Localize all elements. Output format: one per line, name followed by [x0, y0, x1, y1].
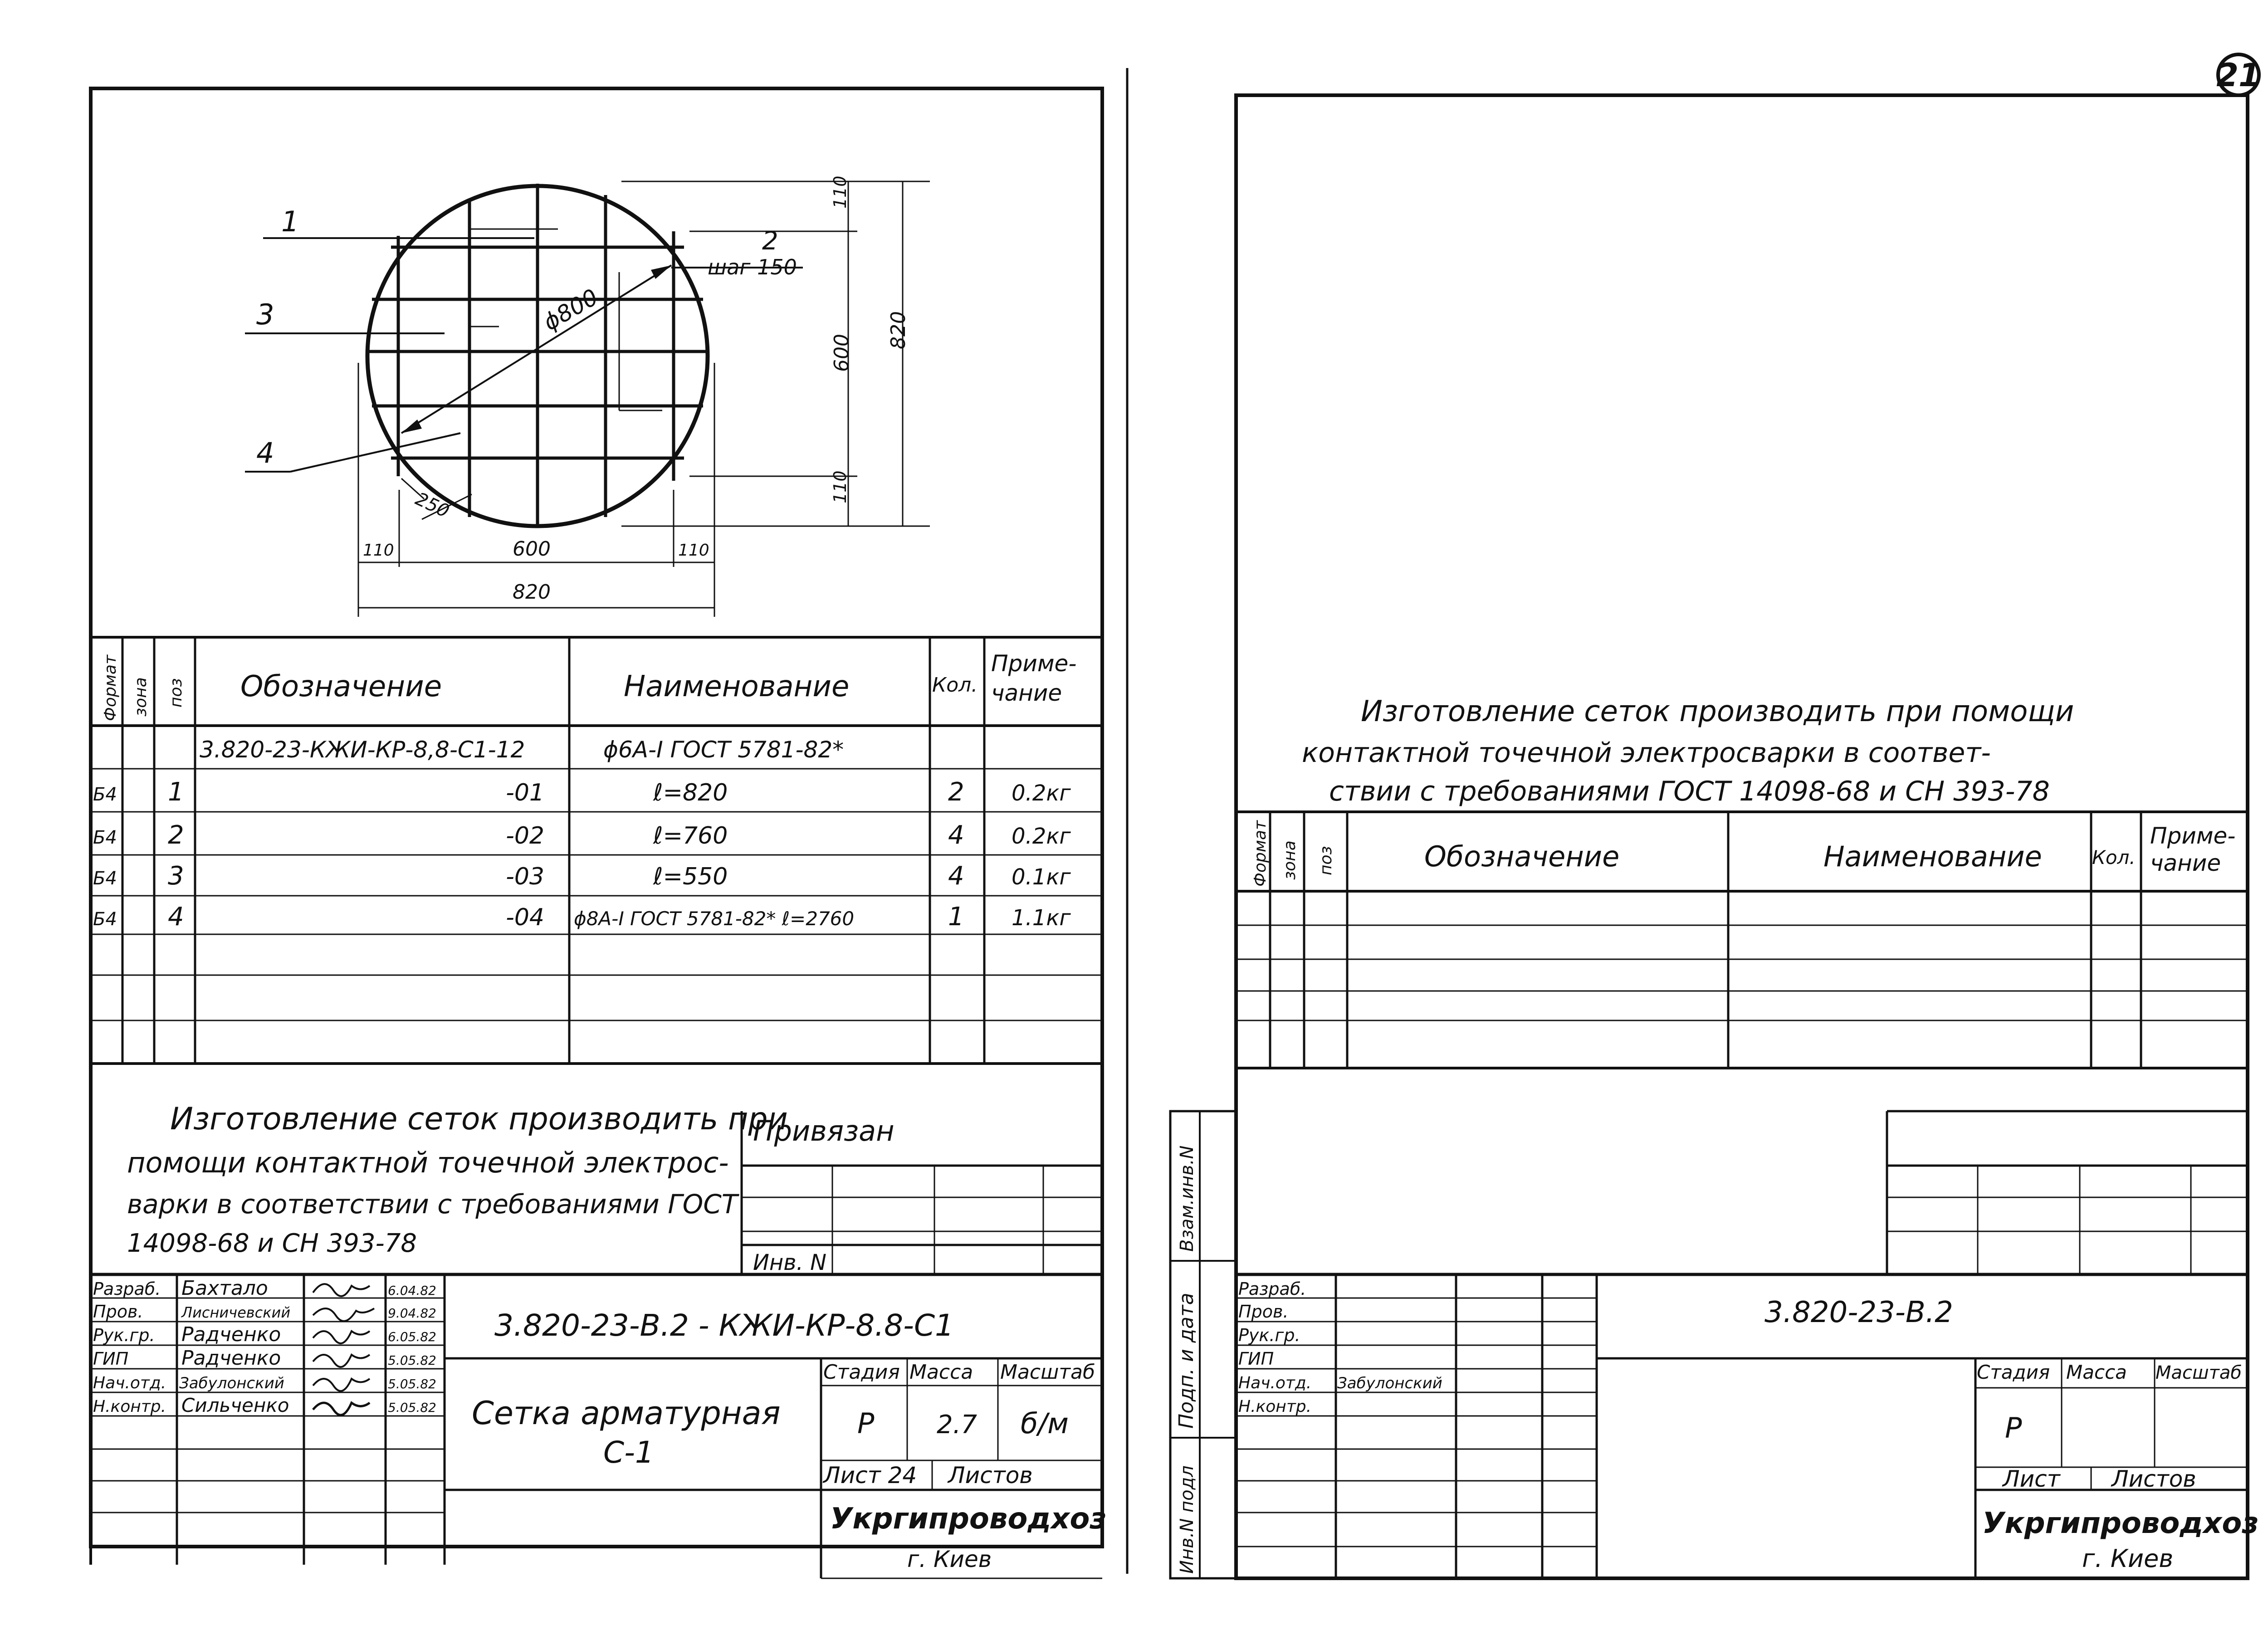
mass-value: 2.7	[937, 1410, 978, 1440]
diameter-label: ϕ800	[539, 283, 603, 336]
spec-row-3-qty: 4	[948, 861, 964, 891]
signature-mark	[313, 1355, 370, 1367]
spec-row-2-name: ℓ=760	[653, 822, 728, 849]
sheet-label: Лист 24	[823, 1462, 917, 1489]
spec-row-2-format: Б4	[93, 827, 117, 848]
spec-row-3-name: ℓ=550	[653, 863, 728, 890]
page-number	[2216, 54, 2260, 95]
col-note-header-1: Приме-	[991, 650, 1077, 677]
spec-row-4-name: ϕ8А-I ГОСТ 5781-82* ℓ=2760	[574, 908, 855, 930]
stage-value: Р	[857, 1407, 875, 1440]
spec-row-4-pos: 4	[168, 902, 184, 932]
right-approval-grid	[1887, 1111, 2248, 1274]
right-scale-label: Масштаб	[2156, 1362, 2242, 1383]
left-spec-table	[91, 637, 1102, 1064]
right-role-2: Рук.гр.	[1238, 1325, 1300, 1345]
spec-row-1-qty: 2	[948, 777, 964, 807]
spec-row-2-pos: 2	[168, 820, 184, 850]
col-format-header: Формат	[101, 654, 120, 721]
spec-row-3-designation: -03	[506, 863, 544, 890]
sig-name-1: Лисничевский	[181, 1304, 291, 1321]
mass-label: Масса	[909, 1361, 973, 1384]
spec-row-4-note: 1.1кг	[1012, 905, 1071, 931]
side-stamp-replace-inv: Взам.инв.N	[1177, 1145, 1198, 1252]
right-role-4: Нач.отд.	[1238, 1374, 1312, 1392]
right-title-block	[1236, 1274, 2258, 1578]
drawing-code: 3.820-23-В.2 - КЖИ-КР-8.8-С1	[494, 1308, 954, 1343]
sig-name-0: Бахтало	[181, 1277, 268, 1300]
mesh-drawing	[245, 176, 930, 617]
spec-row-1-name: ℓ=820	[653, 779, 728, 806]
sig-role-4: Нач.отд.	[93, 1374, 166, 1392]
dim-110-bottom: 110	[830, 470, 850, 503]
sig-name-2: Радченко	[181, 1323, 281, 1346]
dim-600-vertical: 600	[830, 334, 853, 372]
spec-row-4-format: Б4	[93, 909, 117, 930]
spec-row-4-designation: -04	[506, 904, 544, 931]
dim-110-left: 110	[363, 541, 394, 560]
privyazan-block	[742, 1111, 1102, 1275]
sig-role-0: Разраб.	[93, 1279, 161, 1299]
right-side-stamp	[1170, 1111, 1236, 1578]
sig-role-2: Рук.гр.	[93, 1325, 155, 1345]
left-sheet	[91, 68, 1127, 1578]
col-zone-header: зона	[132, 677, 150, 717]
sig-name-4: Забулонский	[179, 1374, 284, 1392]
right-role-5: Н.контр.	[1238, 1397, 1312, 1416]
sheets-label: Листов	[948, 1462, 1033, 1489]
sig-role-1: Пров.	[93, 1302, 143, 1322]
spec-row-4-qty: 1	[948, 902, 964, 932]
side-stamp-original-inv: Инв.N подл	[1177, 1465, 1198, 1574]
right-organization-city: г. Киев	[2082, 1544, 2174, 1573]
sig-date-4: 5.05.82	[388, 1376, 436, 1391]
sig-date-3: 5.05.82	[388, 1353, 436, 1368]
right-col-qty-header: Кол.	[2092, 846, 2136, 869]
right-spec-table	[1236, 812, 2248, 1068]
dim-110-right: 110	[678, 541, 709, 560]
right-technical-note	[1302, 695, 2074, 807]
sig-role-5: Н.контр.	[93, 1397, 166, 1416]
dim-110-top: 110	[830, 176, 850, 209]
page-number-text: 21	[2216, 57, 2261, 94]
right-col-format-header: Формат	[1251, 820, 1270, 887]
spec-row-1-format: Б4	[93, 784, 117, 805]
right-col-pos-header: поз	[1317, 846, 1335, 875]
callout-3: 3	[256, 298, 274, 331]
stage-label: Стадия	[823, 1361, 900, 1384]
left-technical-note	[127, 1101, 788, 1258]
signature-mark	[313, 1403, 370, 1415]
dim-820-vertical: 820	[887, 311, 910, 349]
signature-mark	[313, 1308, 374, 1321]
sig-date-1: 9.04.82	[388, 1306, 436, 1321]
drawing-title-line-1: Сетка арматурная	[472, 1395, 781, 1432]
scale-label: Масштаб	[1000, 1361, 1095, 1384]
right-col-designation-header: Обозначение	[1424, 840, 1620, 873]
note-line-2: помощи контактной точечной электрос-	[127, 1146, 729, 1179]
col-qty-header: Кол.	[932, 674, 978, 697]
sig-name-5: Сильченко	[181, 1394, 289, 1416]
callout-1: 1	[281, 205, 299, 238]
spec-row-2-qty: 4	[948, 820, 964, 850]
sig-date-0: 6.04.82	[388, 1283, 436, 1298]
sig-date-5: 5.05.82	[388, 1400, 436, 1415]
note-line-3: варки в соответствии с требованиями ГОСТ	[127, 1189, 738, 1220]
signature-mark	[313, 1284, 370, 1296]
organization-name: Укргипроводхоз	[830, 1502, 1107, 1536]
sig-date-2: 6.05.82	[388, 1329, 436, 1344]
right-note-line-2: контактной точечной электросварки в соответ-	[1302, 737, 1991, 769]
right-note-line-1: Изготовление сеток производить при помощи	[1361, 695, 2074, 728]
signature-mark	[313, 1379, 370, 1391]
col-pos-header: поз	[167, 678, 186, 708]
spec-row-3-format: Б4	[93, 868, 117, 889]
spec-row-0-designation: 3.820-23-КЖИ-КР-8,8-С1-12	[200, 737, 525, 763]
right-mass-label: Масса	[2066, 1361, 2127, 1383]
spec-row-2-designation: -02	[506, 822, 544, 849]
right-col-zone-header: зона	[1281, 840, 1299, 880]
dim-820-horizontal: 820	[513, 581, 551, 604]
organization-city: г. Киев	[907, 1546, 992, 1572]
right-col-name-header: Наименование	[1823, 840, 2042, 873]
col-designation-header: Обозначение	[240, 670, 442, 703]
left-title-block	[91, 1274, 1106, 1578]
right-role-3: ГИП	[1238, 1349, 1274, 1369]
inv-no-label: Инв. N	[753, 1250, 826, 1275]
privyazan-label: Привязан	[753, 1114, 894, 1147]
right-head-dept-name: Забулонский	[1337, 1374, 1442, 1392]
right-role-0: Разраб.	[1238, 1279, 1306, 1299]
spec-row-3-pos: 3	[168, 861, 184, 891]
sig-name-3: Радченко	[181, 1347, 281, 1370]
right-sheet	[1170, 95, 2258, 1578]
right-frame	[1236, 95, 2248, 1578]
callout-2: 2	[762, 226, 778, 256]
side-stamp-sign-date: Подп. и дата	[1175, 1293, 1198, 1429]
right-organization-name: Укргипроводхоз	[1982, 1507, 2259, 1540]
dim-250: 250	[412, 488, 453, 522]
spec-row-2-note: 0.2кг	[1012, 824, 1071, 849]
dim-600-horizontal: 600	[513, 537, 551, 561]
right-stage-label: Стадия	[1977, 1361, 2050, 1383]
right-note-line-3: ствии с требованиями ГОСТ 14098-68 и СН 393-78	[1329, 776, 2050, 807]
col-note-header-2: чание	[991, 680, 1062, 706]
right-col-note-header-1: Приме-	[2150, 823, 2236, 849]
sig-role-3: ГИП	[93, 1349, 129, 1369]
right-sheet-label: Лист	[2003, 1466, 2060, 1492]
right-drawing-code: 3.820-23-В.2	[1765, 1296, 1953, 1329]
signature-mark	[313, 1331, 370, 1343]
callout-4: 4	[256, 436, 274, 469]
note-line-4: 14098-68 и СН 393-78	[127, 1229, 417, 1258]
col-name-header: Наименование	[624, 670, 850, 703]
note-line-1: Изготовление сеток производить при	[170, 1101, 788, 1137]
right-role-1: Пров.	[1238, 1302, 1289, 1322]
spec-row-3-note: 0.1кг	[1012, 864, 1071, 890]
spec-row-1-pos: 1	[168, 777, 184, 807]
scale-value: б/м	[1021, 1407, 1069, 1440]
right-stage-value: Р	[2005, 1411, 2022, 1445]
drawing-title-line-2: С-1	[603, 1435, 654, 1470]
spec-row-1-designation: -01	[506, 779, 544, 806]
spec-row-0-name: ϕ6А-I ГОСТ 5781-82*	[603, 737, 844, 763]
spec-row-1-note: 0.2кг	[1012, 781, 1071, 806]
right-sheets-label: Листов	[2112, 1466, 2196, 1492]
right-col-note-header-2: чание	[2150, 850, 2221, 876]
pitch-note: шаг 150	[708, 255, 797, 279]
